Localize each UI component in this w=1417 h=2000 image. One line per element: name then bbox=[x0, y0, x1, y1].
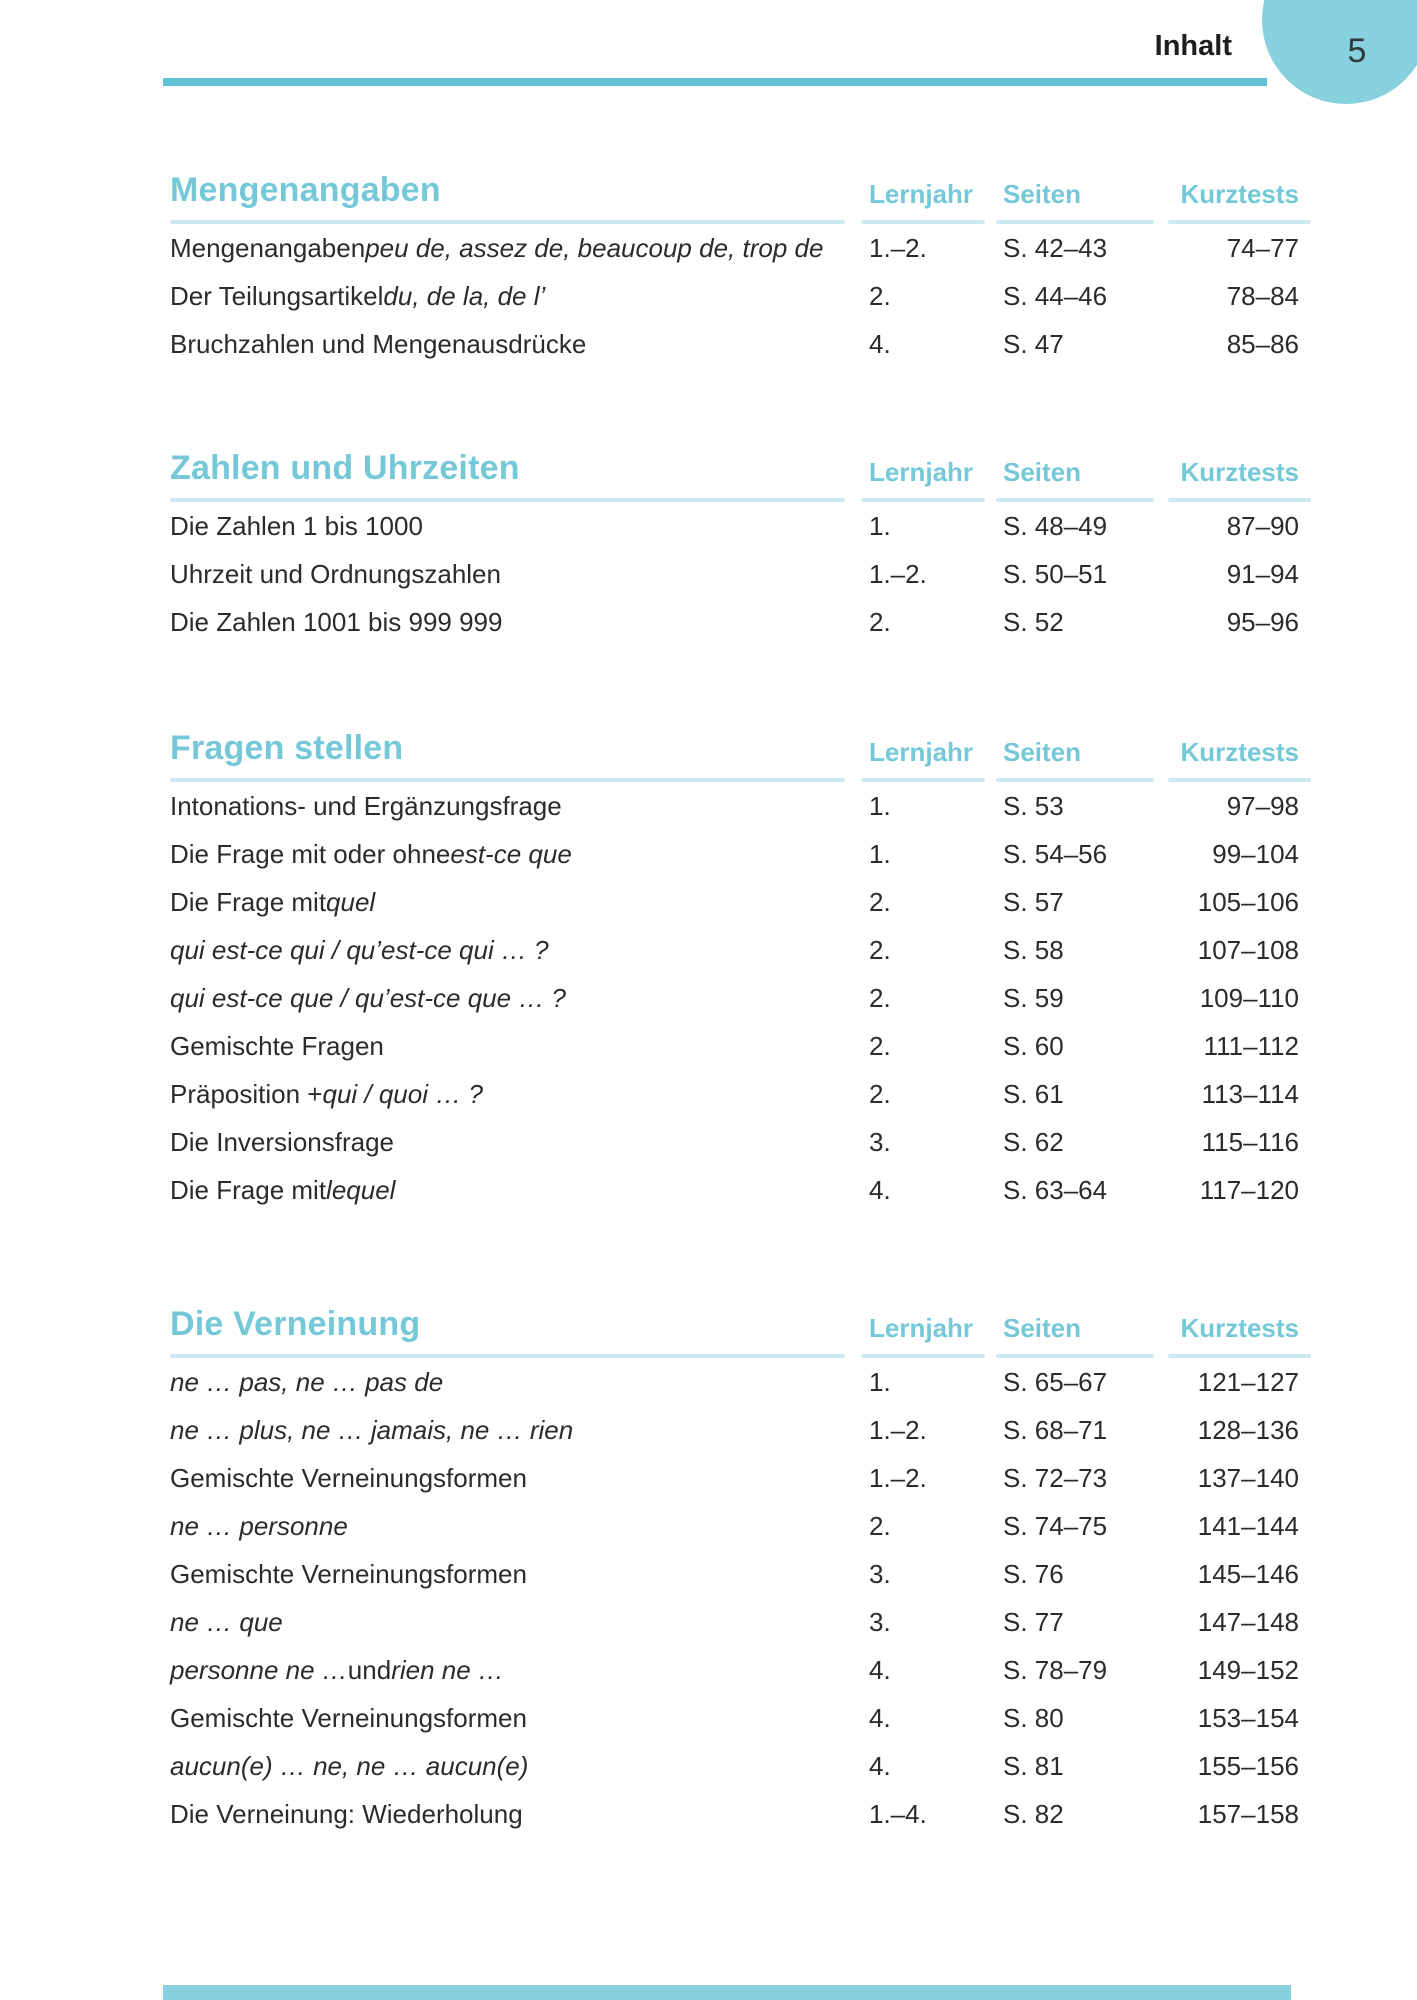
row-title-segment: Präposition + bbox=[170, 1078, 323, 1109]
heading-underline bbox=[1168, 498, 1311, 502]
row-title bbox=[170, 1694, 861, 1742]
row-lernjahr: 4. bbox=[869, 1750, 891, 1781]
row-title-segment: Gemischte Verneinungsformen bbox=[170, 1462, 527, 1493]
row-lernjahr: 4. bbox=[869, 328, 891, 359]
table-row bbox=[170, 878, 1311, 926]
table-row bbox=[170, 1454, 1311, 1502]
column-header-lernjahr: Lernjahr bbox=[869, 1313, 974, 1343]
heading-underline bbox=[170, 220, 845, 224]
row-title-segment: Die Zahlen 1 bis 1000 bbox=[170, 510, 423, 541]
row-lernjahr: 1.–2. bbox=[869, 558, 927, 589]
footer-rule bbox=[163, 1985, 1291, 2000]
row-lernjahr: 2. bbox=[869, 1078, 891, 1109]
row-title-segment: Mengenangaben bbox=[170, 232, 366, 263]
heading-underline bbox=[170, 1354, 845, 1358]
row-title bbox=[170, 1550, 861, 1598]
row-title-segment: Die Frage mit bbox=[170, 1174, 327, 1205]
heading-underline bbox=[170, 778, 845, 782]
table-row bbox=[170, 1742, 1311, 1790]
toc-section bbox=[170, 438, 1311, 646]
row-kurztests: 99–104 bbox=[1212, 838, 1299, 869]
row-kurztests: 78–84 bbox=[1226, 280, 1299, 311]
row-title-italic-segment: qui est-ce qui / qu’est-ce qui … ? bbox=[170, 934, 549, 965]
column-header-cell bbox=[1168, 718, 1311, 782]
row-lernjahr: 1.–2. bbox=[869, 1414, 927, 1445]
row-title-segment: Gemischte Verneinungsformen bbox=[170, 1702, 527, 1733]
section-header-row bbox=[170, 438, 1311, 502]
row-title-italic-segment: quel bbox=[326, 886, 376, 917]
row-seiten: S. 42–43 bbox=[1003, 232, 1108, 263]
page-header-title: Inhalt bbox=[1154, 30, 1232, 62]
row-title bbox=[170, 1790, 861, 1838]
row-seiten: S. 77 bbox=[1003, 1606, 1064, 1637]
table-row bbox=[170, 598, 1311, 646]
row-title-italic-segment: personne ne … bbox=[170, 1654, 348, 1685]
row-seiten: S. 50–51 bbox=[1003, 558, 1108, 589]
row-title-segment: und bbox=[347, 1654, 392, 1685]
row-title-segment: Die Zahlen 1001 bis 999 999 bbox=[170, 606, 503, 637]
column-header-kurztests: Kurztests bbox=[1180, 179, 1299, 209]
row-kurztests: 113–114 bbox=[1201, 1078, 1299, 1109]
table-row bbox=[170, 1550, 1311, 1598]
row-kurztests: 95–96 bbox=[1226, 606, 1299, 637]
row-title-italic-segment: du, de la, de l’ bbox=[383, 280, 546, 311]
row-lernjahr: 3. bbox=[869, 1126, 891, 1157]
row-title-segment: Die Frage mit bbox=[170, 886, 327, 917]
section-header-row bbox=[170, 160, 1311, 224]
row-seiten: S. 44–46 bbox=[1003, 280, 1108, 311]
row-seiten: S. 61 bbox=[1003, 1078, 1064, 1109]
row-seiten: S. 48–49 bbox=[1003, 510, 1108, 541]
row-title bbox=[170, 1022, 861, 1070]
row-lernjahr: 1. bbox=[869, 1366, 891, 1397]
row-title-italic-segment: rien ne … bbox=[391, 1654, 504, 1685]
row-lernjahr: 1. bbox=[869, 790, 891, 821]
column-header-lernjahr: Lernjahr bbox=[869, 179, 974, 209]
toc-section bbox=[170, 718, 1311, 1214]
table-row bbox=[170, 1070, 1311, 1118]
row-title bbox=[170, 550, 861, 598]
row-title-italic-segment: est-ce que bbox=[450, 838, 572, 869]
row-title bbox=[170, 1406, 861, 1454]
row-kurztests: 155–156 bbox=[1197, 1750, 1299, 1781]
row-seiten: S. 78–79 bbox=[1003, 1654, 1108, 1685]
header-rule bbox=[163, 78, 1267, 86]
row-seiten: S. 74–75 bbox=[1003, 1510, 1108, 1541]
column-header-kurztests: Kurztests bbox=[1180, 457, 1299, 487]
column-header-seiten: Seiten bbox=[1003, 737, 1082, 767]
row-kurztests: 157–158 bbox=[1197, 1798, 1299, 1829]
section-title: Fragen stellen bbox=[170, 729, 404, 767]
row-title bbox=[170, 830, 861, 878]
table-row bbox=[170, 550, 1311, 598]
table-row bbox=[170, 502, 1311, 550]
row-kurztests: 87–90 bbox=[1226, 510, 1299, 541]
row-seiten: S. 59 bbox=[1003, 982, 1064, 1013]
section-title-cell bbox=[170, 1294, 861, 1358]
row-lernjahr: 1.–2. bbox=[869, 232, 927, 263]
row-lernjahr: 2. bbox=[869, 1510, 891, 1541]
section-title: Die Verneinung bbox=[170, 1305, 421, 1343]
table-row bbox=[170, 1598, 1311, 1646]
column-header-cell bbox=[1168, 160, 1311, 224]
row-kurztests: 117–120 bbox=[1199, 1174, 1299, 1205]
row-title bbox=[170, 1646, 861, 1694]
row-title-segment: Intonations- und Ergänzungsfrage bbox=[170, 790, 562, 821]
row-kurztests: 107–108 bbox=[1197, 934, 1299, 965]
section-title: Mengenangaben bbox=[170, 171, 441, 209]
row-title bbox=[170, 320, 861, 368]
row-title-segment: Gemischte Verneinungsformen bbox=[170, 1558, 527, 1589]
row-title-segment: Die Frage mit oder ohne bbox=[170, 838, 451, 869]
row-seiten: S. 68–71 bbox=[1003, 1414, 1108, 1445]
table-row bbox=[170, 782, 1311, 830]
row-lernjahr: 2. bbox=[869, 934, 891, 965]
row-seiten: S. 63–64 bbox=[1003, 1174, 1108, 1205]
row-kurztests: 128–136 bbox=[1197, 1414, 1299, 1445]
row-title bbox=[170, 598, 861, 646]
table-row bbox=[170, 1646, 1311, 1694]
table-row bbox=[170, 1502, 1311, 1550]
row-title-italic-segment: ne … plus, ne … jamais, ne … rien bbox=[170, 1414, 574, 1445]
column-header-seiten: Seiten bbox=[1003, 457, 1082, 487]
table-row bbox=[170, 1694, 1311, 1742]
row-kurztests: 147–148 bbox=[1197, 1606, 1299, 1637]
column-header-lernjahr: Lernjahr bbox=[869, 457, 974, 487]
column-header-cell bbox=[861, 718, 996, 782]
row-kurztests: 115–116 bbox=[1201, 1126, 1299, 1157]
row-lernjahr: 2. bbox=[869, 1030, 891, 1061]
row-kurztests: 85–86 bbox=[1226, 328, 1299, 359]
column-header-seiten: Seiten bbox=[1003, 1313, 1082, 1343]
row-kurztests: 91–94 bbox=[1226, 558, 1299, 589]
row-kurztests: 137–140 bbox=[1197, 1462, 1299, 1493]
table-row bbox=[170, 320, 1311, 368]
table-row bbox=[170, 1022, 1311, 1070]
toc-section bbox=[170, 1294, 1311, 1838]
row-title-segment: Gemischte Fragen bbox=[170, 1030, 384, 1061]
heading-underline bbox=[861, 1354, 985, 1358]
row-title bbox=[170, 1742, 861, 1790]
page-number: 5 bbox=[1347, 32, 1367, 70]
heading-underline bbox=[996, 220, 1154, 224]
row-title bbox=[170, 224, 861, 272]
section-title-cell bbox=[170, 438, 861, 502]
column-header-cell bbox=[861, 160, 996, 224]
section-header-row bbox=[170, 1294, 1311, 1358]
row-title-segment: Uhrzeit und Ordnungszahlen bbox=[170, 558, 501, 589]
row-title bbox=[170, 272, 861, 320]
heading-underline bbox=[170, 498, 845, 502]
row-kurztests: 153–154 bbox=[1197, 1702, 1299, 1733]
column-header-cell bbox=[1168, 438, 1311, 502]
row-title bbox=[170, 1166, 861, 1214]
row-seiten: S. 82 bbox=[1003, 1798, 1064, 1829]
row-lernjahr: 4. bbox=[869, 1702, 891, 1733]
column-header-seiten: Seiten bbox=[1003, 179, 1082, 209]
row-kurztests: 97–98 bbox=[1226, 790, 1299, 821]
column-header-lernjahr: Lernjahr bbox=[869, 737, 974, 767]
row-title bbox=[170, 1358, 861, 1406]
row-lernjahr: 3. bbox=[869, 1558, 891, 1589]
heading-underline bbox=[1168, 778, 1311, 782]
row-seiten: S. 76 bbox=[1003, 1558, 1064, 1589]
column-header-cell bbox=[996, 1294, 1168, 1358]
section-title-cell bbox=[170, 160, 861, 224]
row-title bbox=[170, 502, 861, 550]
heading-underline bbox=[996, 498, 1154, 502]
table-row bbox=[170, 830, 1311, 878]
row-kurztests: 141–144 bbox=[1197, 1510, 1299, 1541]
column-header-cell bbox=[996, 718, 1168, 782]
column-header-cell bbox=[1168, 1294, 1311, 1358]
table-row bbox=[170, 224, 1311, 272]
table-row bbox=[170, 1406, 1311, 1454]
column-header-kurztests: Kurztests bbox=[1180, 1313, 1299, 1343]
table-row bbox=[170, 926, 1311, 974]
section-title-cell bbox=[170, 718, 861, 782]
row-title bbox=[170, 1502, 861, 1550]
table-row bbox=[170, 1166, 1311, 1214]
column-header-cell bbox=[861, 1294, 996, 1358]
table-row bbox=[170, 1358, 1311, 1406]
row-kurztests: 121–127 bbox=[1197, 1366, 1299, 1397]
row-lernjahr: 2. bbox=[869, 606, 891, 637]
row-seiten: S. 52 bbox=[1003, 606, 1064, 637]
column-header-cell bbox=[861, 438, 996, 502]
column-header-kurztests: Kurztests bbox=[1180, 737, 1299, 767]
row-title-segment: Bruchzahlen und Mengenausdrücke bbox=[170, 328, 587, 359]
row-title bbox=[170, 878, 861, 926]
row-lernjahr: 2. bbox=[869, 886, 891, 917]
row-lernjahr: 4. bbox=[869, 1654, 891, 1685]
row-lernjahr: 2. bbox=[869, 280, 891, 311]
row-title-italic-segment: ne … que bbox=[170, 1606, 283, 1637]
row-title-segment: Der Teilungsartikel bbox=[170, 280, 384, 311]
heading-underline bbox=[996, 778, 1154, 782]
row-lernjahr: 1.–2. bbox=[869, 1462, 927, 1493]
row-title-italic-segment: qui / quoi … ? bbox=[322, 1078, 483, 1109]
heading-underline bbox=[1168, 1354, 1311, 1358]
row-lernjahr: 1.–4. bbox=[869, 1798, 927, 1829]
heading-underline bbox=[1168, 220, 1311, 224]
row-title bbox=[170, 974, 861, 1022]
row-title-italic-segment: peu de, assez de, beaucoup de, trop de bbox=[365, 232, 824, 263]
row-seiten: S. 47 bbox=[1003, 328, 1064, 359]
row-title-italic-segment: ne … pas, ne … pas de bbox=[170, 1366, 444, 1397]
heading-underline bbox=[861, 778, 985, 782]
row-seiten: S. 53 bbox=[1003, 790, 1064, 821]
heading-underline bbox=[996, 1354, 1154, 1358]
row-title bbox=[170, 1454, 861, 1502]
row-title bbox=[170, 926, 861, 974]
row-lernjahr: 4. bbox=[869, 1174, 891, 1205]
row-seiten: S. 81 bbox=[1003, 1750, 1064, 1781]
section-header-row bbox=[170, 718, 1311, 782]
row-seiten: S. 57 bbox=[1003, 886, 1064, 917]
row-title bbox=[170, 1070, 861, 1118]
row-seiten: S. 60 bbox=[1003, 1030, 1064, 1061]
row-lernjahr: 1. bbox=[869, 838, 891, 869]
row-title-segment: Die Inversionsfrage bbox=[170, 1126, 394, 1157]
row-title-italic-segment: qui est-ce que / qu’est-ce que … ? bbox=[170, 982, 567, 1013]
row-seiten: S. 65–67 bbox=[1003, 1366, 1108, 1397]
row-title-italic-segment: ne … personne bbox=[170, 1510, 348, 1541]
row-kurztests: 105–106 bbox=[1197, 886, 1299, 917]
table-row bbox=[170, 1118, 1311, 1166]
row-kurztests: 109–110 bbox=[1199, 982, 1299, 1013]
toc-section bbox=[170, 160, 1311, 368]
row-title bbox=[170, 1118, 861, 1166]
row-seiten: S. 54–56 bbox=[1003, 838, 1108, 869]
table-row bbox=[170, 1790, 1311, 1838]
row-kurztests: 74–77 bbox=[1226, 232, 1299, 263]
row-kurztests: 149–152 bbox=[1197, 1654, 1299, 1685]
column-header-cell bbox=[996, 160, 1168, 224]
row-lernjahr: 3. bbox=[869, 1606, 891, 1637]
row-seiten: S. 72–73 bbox=[1003, 1462, 1108, 1493]
row-lernjahr: 2. bbox=[869, 982, 891, 1013]
heading-underline bbox=[861, 498, 985, 502]
row-kurztests: 111–112 bbox=[1203, 1030, 1299, 1061]
row-seiten: S. 58 bbox=[1003, 934, 1064, 965]
row-title-italic-segment: aucun(e) … ne, ne … aucun(e) bbox=[170, 1750, 529, 1781]
row-title-italic-segment: lequel bbox=[326, 1174, 396, 1205]
row-title bbox=[170, 1598, 861, 1646]
table-row bbox=[170, 272, 1311, 320]
row-seiten: S. 62 bbox=[1003, 1126, 1064, 1157]
row-lernjahr: 1. bbox=[869, 510, 891, 541]
row-title bbox=[170, 782, 861, 830]
section-title: Zahlen und Uhrzeiten bbox=[170, 449, 520, 487]
row-seiten: S. 80 bbox=[1003, 1702, 1064, 1733]
column-header-cell bbox=[996, 438, 1168, 502]
row-title-segment: Die Verneinung: Wiederholung bbox=[170, 1798, 523, 1829]
row-kurztests: 145–146 bbox=[1197, 1558, 1299, 1589]
table-row bbox=[170, 974, 1311, 1022]
heading-underline bbox=[861, 220, 985, 224]
